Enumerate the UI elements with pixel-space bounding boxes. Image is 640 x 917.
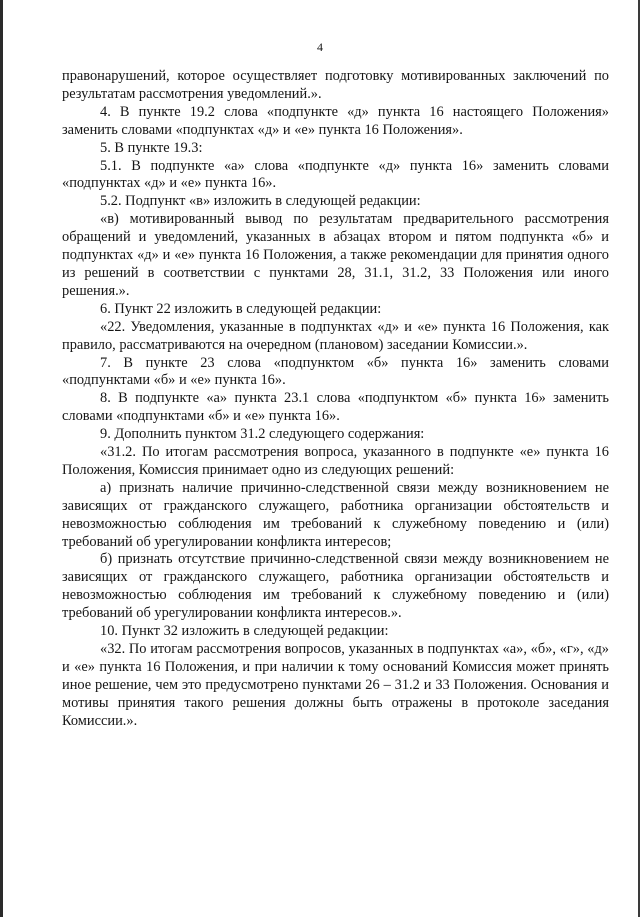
paragraph-quote-22: «22. Уведомления, указанные в подпунктах «д» и «е» пункта 16 Положения, как правило, рассматриваются на очередном (плановом) заседании Комиссии.». [62, 318, 609, 353]
paragraph-item-7: 7. В пункте 23 слова «подпунктом «б» пункта 16» заменить словами «подпунктами «б» и «е» пункта 16». [62, 354, 609, 389]
paragraph-item-8: 8. В подпункте «а» пункта 23.1 слова «подпунктом «б» пункта 16» заменить словами «подпунктами «б» и «е» пункта 16». [62, 390, 609, 425]
paragraph-quote-subitem-v: «в) мотивированный вывод по результатам предварительного рассмотрения обращений и уведомлений, указанных в абзацах втором и пятом подпункта «б» и подпунктах «д» и «е» пункта 16 Положения, а также рекомендации для принятия одного из решений в соответствии с пунктами 28, 31.1, 31.2, 33 Положения или иного решения.». [62, 211, 609, 299]
document-body [62, 68, 609, 731]
paragraph-item-5: 5. В пункте 19.3: [100, 139, 203, 156]
paragraph-quote-32: «32. По итогам рассмотрения вопросов, указанных в подпунктах «а», «б», «г», «д» и «е» пункта 16 Положения, и при наличии к тому оснований Комиссия может принять иное решение, чем это предусмотрено пунктами 26 – 31.2 и 33 Положения. Основания и мотивы принятия такого решения должны быть отражены в протоколе заседания Комиссии.». [62, 641, 609, 729]
paragraph-item-10: 10. Пункт 32 изложить в следующей редакции: [100, 623, 389, 640]
paragraph-continuation: правонарушений, которое осуществляет подготовку мотивированных заключений по результатам рассмотрения уведомлений.». [62, 68, 609, 102]
paragraph-item-4: 4. В пункте 19.2 слова «подпункте «д» пункта 16 настоящего Положения» заменить словами «подпунктах «д» и «е» пункта 16 Положения». [62, 103, 609, 138]
paragraph-subitem-a: а) признать наличие причинно-следственной связи между возникновением не зависящих от гражданского служащего, работника организации обстоятельств и невозможностью соблюдения им требований к служебному поведению и (или) требований об урегулировании конфликта интересов; [62, 479, 609, 550]
paragraph-quote-31-2: «31.2. По итогам рассмотрения вопроса, указанного в подпункте «е» пункта 16 Положения, Комиссия принимает одно из следующих решений: [62, 444, 609, 478]
paragraph-item-5-2: 5.2. Подпункт «в» изложить в следующей редакции: [100, 193, 421, 210]
paragraph-item-5-1: 5.1. В подпункте «а» слова «подпункте «д» пункта 16» заменить словами «подпунктах «д» и «е» пункта 16». [62, 157, 609, 192]
paragraph-subitem-b: б) признать отсутствие причинно-следственной связи между возникновением не зависящих от гражданского служащего, работника организации обстоятельств и невозможностью соблюдения им требований к служебному поведению и (или) требований об урегулировании конфликта интересов.». [62, 551, 609, 622]
paragraph-item-6: 6. Пункт 22 изложить в следующей редакции: [100, 300, 382, 317]
paragraph-item-9: 9. Дополнить пунктом 31.2 следующего содержания: [100, 426, 425, 443]
page-number: 4 [317, 40, 323, 54]
